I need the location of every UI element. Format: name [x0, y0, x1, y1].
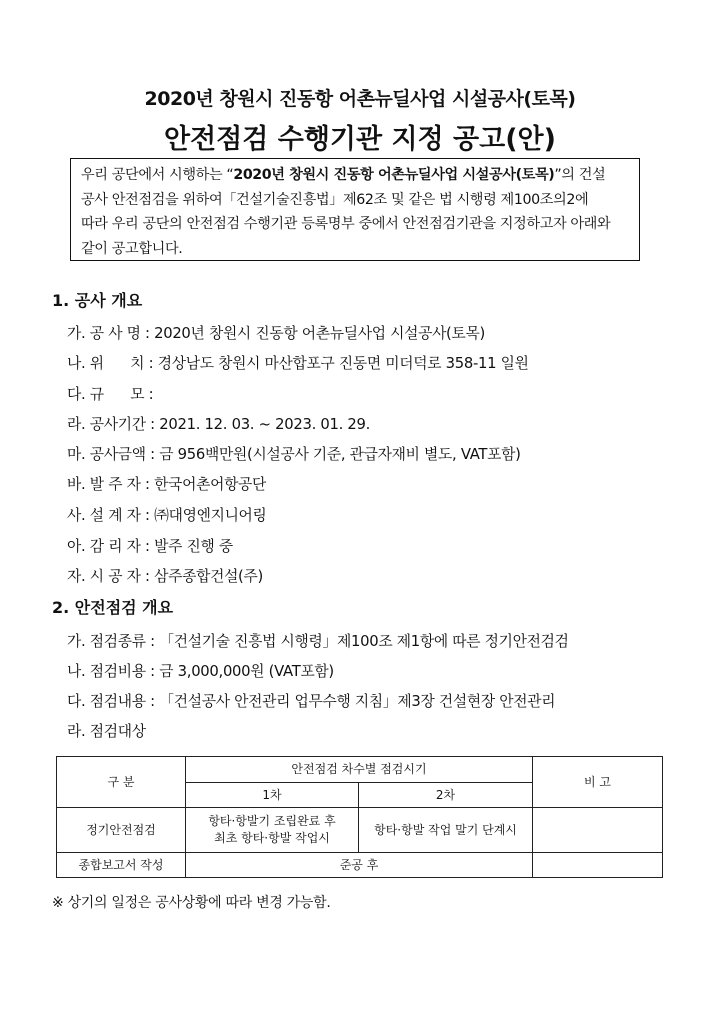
- item-value: 2021. 12. 03. ~ 2023. 01. 29.: [159, 416, 371, 433]
- item-label: 나. 점검비용: [67, 663, 146, 680]
- row1-second: 항타·항발 작업 말기 단계시: [359, 808, 533, 853]
- item-value: 경상남도 창원시 마산합포구 진동면 미더덕로 358-11 일원: [157, 355, 529, 372]
- s1-item-period: 라. 공사기간 : 2021. 12. 03. ~ 2023. 01. 29.: [67, 413, 370, 434]
- s1-item-client: 바. 발 주 자 : 한국어촌어항공단: [67, 473, 266, 494]
- intro-highlight: 2020년 창원시 진동항 어촌뉴딜사업 시설공사(토목): [233, 167, 555, 183]
- row1-first: [186, 808, 359, 853]
- s1-item-contractor: 자. 시 공 자 : 삼주종합건설(주): [67, 565, 263, 586]
- intro-line1: [81, 163, 633, 188]
- item-value: 「건설공사 안전관리 업무수행 지침」제3장 건설현장 안전관리: [159, 693, 556, 710]
- title-line2: 안전점검 수행기관 지정 공고(안): [164, 124, 556, 155]
- schedule-note: ※ 상기의 일정은 공사상황에 따라 변경 가능함.: [52, 895, 331, 911]
- s2-item-type: 가. 점검종류 : 「건설기술 진흥법 시행령」제100조 제1항에 따른 정기안전검검: [67, 630, 569, 651]
- item-value: 2020년 창원시 진동항 어촌뉴딜사업 시설공사(토목): [154, 325, 485, 342]
- s1-item-amount: 마. 공사금액 : 금 956백만원(시설공사 기준, 관급자재비 별도, VAT포함): [67, 443, 521, 464]
- header-category: 구 분: [57, 757, 186, 808]
- row2-label: 종합보고서 작성: [57, 853, 186, 878]
- item-value: 삼주종합건설(주): [154, 568, 263, 585]
- item-value: 한국어촌어항공단: [154, 476, 267, 493]
- item-value: ㈜대영엔지니어링: [154, 507, 267, 524]
- item-label: 바. 발 주 자: [67, 476, 141, 493]
- item-label: 아. 감 리 자: [67, 538, 141, 555]
- s2-item-content: 다. 점검내용 : 「건설공사 안전관리 업무수행 지침」제3장 건설현장 안전관리: [67, 690, 555, 711]
- s2-item-cost: 나. 점검비용 : 금 3,000,000원 (VAT포함): [67, 660, 334, 681]
- s1-item-scale: 다. 규 모 :: [67, 383, 153, 404]
- item-value: 금 3,000,000원 (VAT포함): [159, 663, 334, 680]
- table-header-row: [57, 757, 663, 783]
- row1-remark: [533, 808, 663, 853]
- item-label: 가. 공 사 명: [67, 325, 141, 342]
- item-value: 「건설기술 진흥법 시행령」제100조 제1항에 따른 정기안전검검: [159, 633, 569, 650]
- intro-line1-pre: 우리 공단에서 시행하는 “: [81, 167, 234, 183]
- s1-item-designer: 사. 설 계 자 : ㈜대영엔지니어링: [67, 504, 267, 525]
- row2-remark: [533, 853, 663, 878]
- item-label: 자. 시 공 자: [67, 568, 141, 585]
- item-label: 가. 점검종류: [67, 633, 146, 650]
- row2-value: 준공 후: [186, 853, 533, 878]
- intro-line1-post: ”의 건설: [554, 167, 606, 183]
- schedule-table: [56, 756, 663, 878]
- table-row: [57, 853, 663, 878]
- intro-line2: 공사 안전점검을 위하여「건설기술진흥법」제62조 및 같은 법 시행령 제100조의2에: [81, 191, 589, 208]
- item-label: 라. 공사기간: [67, 416, 146, 433]
- intro-box: [70, 158, 640, 261]
- item-label: 사. 설 계 자: [67, 507, 141, 524]
- intro-line4: 같이 공고합니다.: [81, 240, 183, 257]
- item-label: 다. 점검내용: [67, 693, 146, 710]
- item-label: 다. 규 모: [67, 386, 145, 403]
- s1-item-location: 나. 위 치 : 경상남도 창원시 마산합포구 진동면 미더덕로 358-11 일원: [67, 352, 529, 373]
- header-group: 안전점검 차수별 점검시기: [186, 757, 533, 783]
- row1-first-line2: 최초 항타·항발 작업시: [214, 831, 330, 845]
- header-first: 1차: [186, 783, 359, 808]
- title-line1: 2020년 창원시 진동항 어촌뉴딜사업 시설공사(토목): [144, 88, 576, 110]
- section1-heading: 1. 공사 개요: [52, 291, 143, 310]
- row1-first-line1: 항타·항발기 조립완료 후: [208, 814, 336, 828]
- item-label: 나. 위 치: [67, 355, 145, 372]
- intro-line3: 따라 우리 공단의 안전점검 수행기관 등록명부 중에서 안전점검기관을 지정하고자 아래와: [81, 216, 611, 233]
- item-value: 발주 진행 중: [154, 538, 233, 555]
- row1-label: 정기안전점검: [57, 808, 186, 853]
- section2-heading: 2. 안전점검 개요: [52, 598, 174, 617]
- s1-item-supervisor: 아. 감 리 자 : 발주 진행 중: [67, 535, 233, 556]
- s1-item-name: 가. 공 사 명 : 2020년 창원시 진동항 어촌뉴딜사업 시설공사(토목): [67, 322, 485, 343]
- table-row: [57, 808, 663, 853]
- item-label: 마. 공사금액: [67, 446, 146, 463]
- s2-item-target: [67, 720, 146, 741]
- header-second: 2차: [359, 783, 533, 808]
- item-label: 라. 점검대상: [67, 723, 146, 740]
- header-remark: 비 고: [533, 757, 663, 808]
- item-value: 금 956백만원(시설공사 기준, 관급자재비 별도, VAT포함): [159, 446, 521, 463]
